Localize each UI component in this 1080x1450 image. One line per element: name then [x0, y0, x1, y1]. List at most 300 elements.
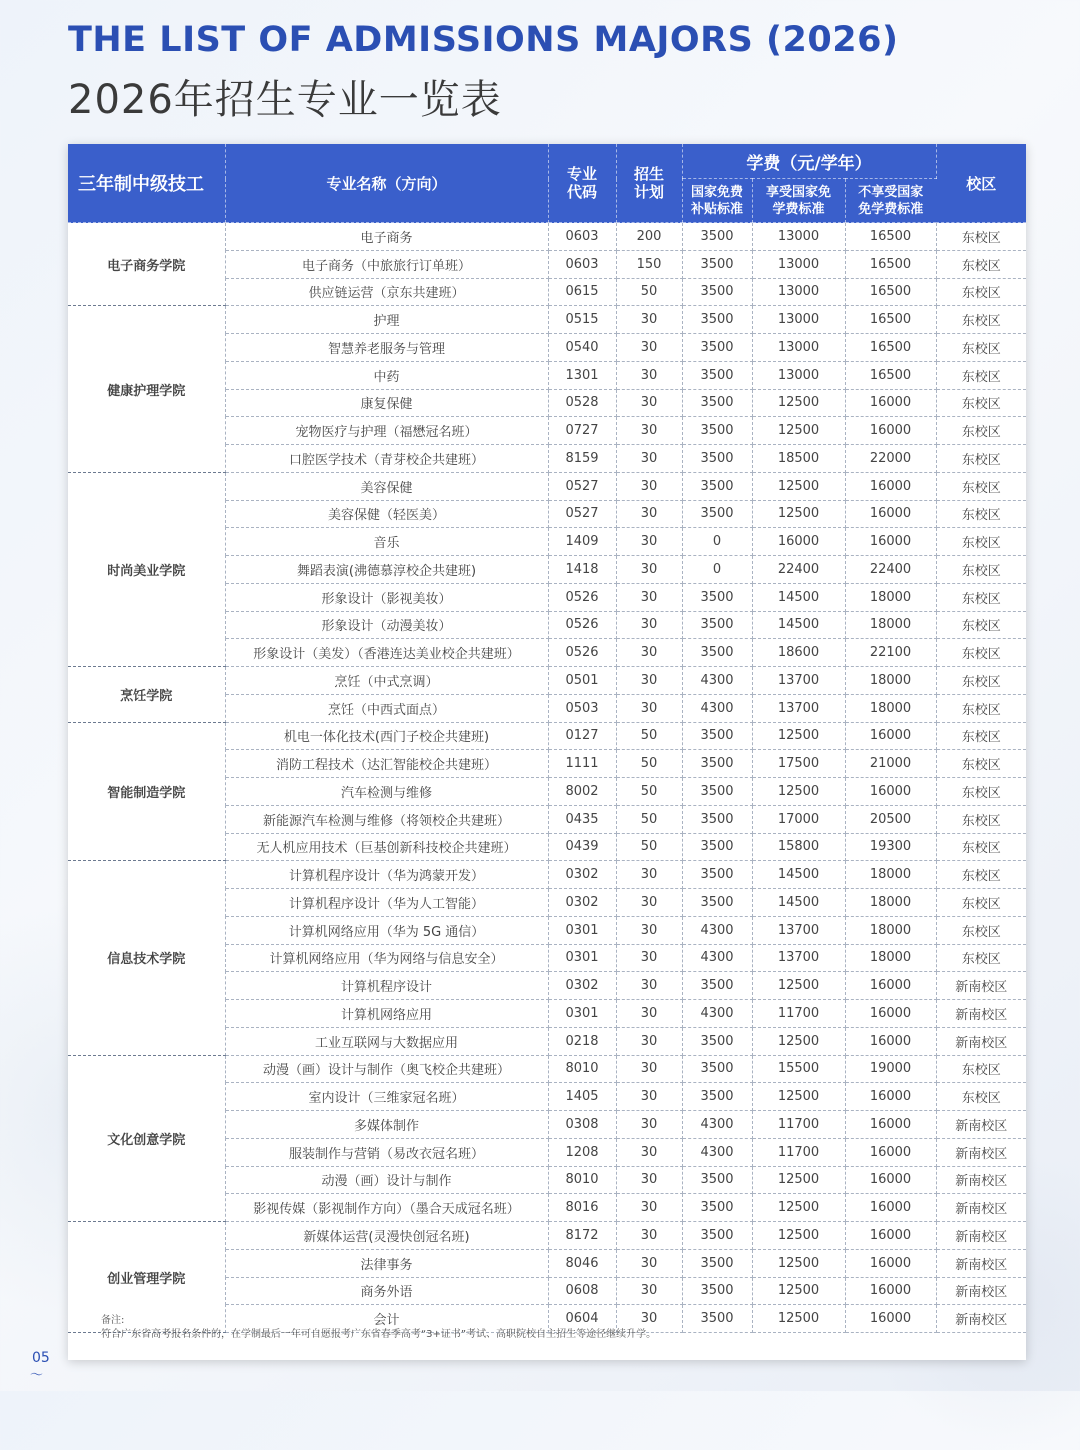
cell-major-name: 计算机程序设计 — [225, 972, 548, 1000]
header-fee-subsidy-text: 国家免费补贴标准 — [690, 184, 743, 217]
cell-enroll-plan: 30 — [616, 667, 682, 695]
cell-fee-enjoy: 13000 — [752, 223, 845, 251]
cell-fee-enjoy: 13700 — [752, 916, 845, 944]
cell-major-code: 1418 — [548, 556, 616, 584]
cell-enroll-plan: 30 — [616, 472, 682, 500]
cell-fee-no: 16000 — [845, 778, 936, 806]
cell-fee-enjoy: 13000 — [752, 334, 845, 362]
cell-fee-subsidy: 3500 — [682, 889, 752, 917]
cell-major-name: 商务外语 — [225, 1277, 548, 1305]
cell-fee-enjoy: 18500 — [752, 445, 845, 473]
cell-fee-no: 19000 — [845, 1055, 936, 1083]
cell-major-code: 8010 — [548, 1055, 616, 1083]
cell-fee-no: 16000 — [845, 389, 936, 417]
cell-major-code: 0515 — [548, 306, 616, 334]
cell-major-name: 护理 — [225, 306, 548, 334]
cell-major-name: 口腔医学技术（青芽校企共建班） — [225, 445, 548, 473]
cell-fee-no: 16000 — [845, 1166, 936, 1194]
cell-fee-enjoy: 22400 — [752, 556, 845, 584]
cell-fee-no: 18000 — [845, 583, 936, 611]
cell-enroll-plan: 30 — [616, 1111, 682, 1139]
cell-fee-subsidy: 4300 — [682, 667, 752, 695]
cell-major-name: 消防工程技术（达汇智能校企共建班） — [225, 750, 548, 778]
cell-major-code: 0608 — [548, 1277, 616, 1305]
cell-fee-subsidy: 0 — [682, 528, 752, 556]
cell-major-code: 8046 — [548, 1249, 616, 1277]
college-name: 健康护理学院 — [68, 306, 225, 473]
cell-fee-enjoy: 13700 — [752, 694, 845, 722]
cell-campus: 东校区 — [936, 611, 1026, 639]
cell-enroll-plan: 30 — [616, 1055, 682, 1083]
college-name: 创业管理学院 — [68, 1222, 225, 1333]
cell-enroll-plan: 30 — [616, 389, 682, 417]
cell-fee-no: 16000 — [845, 1305, 936, 1333]
cell-major-name: 康复保健 — [225, 389, 548, 417]
cell-major-name: 烹饪（中式烹调） — [225, 667, 548, 695]
cell-major-code: 1405 — [548, 1083, 616, 1111]
cell-major-name: 多媒体制作 — [225, 1111, 548, 1139]
cell-fee-subsidy: 3500 — [682, 833, 752, 861]
cell-fee-subsidy: 3500 — [682, 722, 752, 750]
cell-fee-no: 16000 — [845, 1222, 936, 1250]
cell-enroll-plan: 30 — [616, 556, 682, 584]
cell-fee-enjoy: 14500 — [752, 861, 845, 889]
cell-major-name: 供应链运营（京东共建班） — [225, 278, 548, 306]
cell-campus: 东校区 — [936, 889, 1026, 917]
cell-campus: 东校区 — [936, 278, 1026, 306]
header-fee-enjoy-text: 享受国家免学费标准 — [765, 184, 831, 217]
header-fee-enjoy — [752, 179, 845, 223]
cell-major-code: 0302 — [548, 972, 616, 1000]
cell-major-code: 8159 — [548, 445, 616, 473]
header-fee-subsidy — [682, 179, 752, 223]
cell-major-name: 动漫（画）设计与制作（奥飞校企共建班） — [225, 1055, 548, 1083]
table-row — [68, 472, 1026, 500]
cell-campus: 东校区 — [936, 916, 1026, 944]
cell-fee-subsidy: 3500 — [682, 1277, 752, 1305]
cell-major-name: 工业互联网与大数据应用 — [225, 1027, 548, 1055]
cell-major-name: 计算机程序设计（华为鸿蒙开发） — [225, 861, 548, 889]
cell-major-code: 0218 — [548, 1027, 616, 1055]
cell-campus: 新南校区 — [936, 1166, 1026, 1194]
cell-fee-subsidy: 3500 — [682, 861, 752, 889]
cell-campus: 东校区 — [936, 306, 1026, 334]
cell-fee-enjoy: 12500 — [752, 778, 845, 806]
cell-fee-no: 16500 — [845, 223, 936, 251]
cell-fee-no: 18000 — [845, 889, 936, 917]
cell-campus: 东校区 — [936, 556, 1026, 584]
table-row — [68, 223, 1026, 251]
cell-major-code: 1111 — [548, 750, 616, 778]
cell-major-name: 舞蹈表演(沸德慕淳校企共建班) — [225, 556, 548, 584]
cell-major-name: 无人机应用技术（巨基创新科技校企共建班） — [225, 833, 548, 861]
header-tuition: 学费（元/学年） — [682, 144, 936, 179]
cell-fee-enjoy: 12500 — [752, 1305, 845, 1333]
cell-campus: 东校区 — [936, 528, 1026, 556]
cell-fee-enjoy: 13000 — [752, 250, 845, 278]
cell-fee-no: 16000 — [845, 1138, 936, 1166]
cell-fee-enjoy: 16000 — [752, 528, 845, 556]
header-enroll-plan-text: 招生计划 — [633, 165, 664, 201]
cell-fee-subsidy: 4300 — [682, 1000, 752, 1028]
cell-campus: 东校区 — [936, 639, 1026, 667]
cell-enroll-plan: 30 — [616, 1027, 682, 1055]
cell-enroll-plan: 30 — [616, 1166, 682, 1194]
cell-fee-subsidy: 3500 — [682, 805, 752, 833]
cell-fee-subsidy: 3500 — [682, 417, 752, 445]
cell-fee-enjoy: 13700 — [752, 944, 845, 972]
cell-campus: 东校区 — [936, 250, 1026, 278]
cell-fee-enjoy: 11700 — [752, 1111, 845, 1139]
cell-fee-no: 16000 — [845, 1111, 936, 1139]
cell-major-name: 宠物医疗与护理（福懋冠名班） — [225, 417, 548, 445]
cell-fee-no: 18000 — [845, 944, 936, 972]
cell-major-code: 0526 — [548, 611, 616, 639]
cell-campus: 东校区 — [936, 445, 1026, 473]
cell-fee-subsidy: 3500 — [682, 250, 752, 278]
cell-fee-no: 16000 — [845, 1083, 936, 1111]
cell-campus: 东校区 — [936, 667, 1026, 695]
cell-fee-subsidy: 3500 — [682, 972, 752, 1000]
cell-fee-subsidy: 3500 — [682, 223, 752, 251]
cell-fee-no: 16000 — [845, 1249, 936, 1277]
cell-campus: 新南校区 — [936, 1222, 1026, 1250]
cell-major-name: 影视传媒（影视制作方向）（墨合天成冠名班） — [225, 1194, 548, 1222]
cell-campus: 东校区 — [936, 334, 1026, 362]
cell-fee-no: 16000 — [845, 1194, 936, 1222]
cell-fee-no: 22000 — [845, 445, 936, 473]
cell-fee-subsidy: 3500 — [682, 334, 752, 362]
cell-enroll-plan: 30 — [616, 306, 682, 334]
cell-fee-enjoy: 15500 — [752, 1055, 845, 1083]
cell-major-name: 电子商务 — [225, 223, 548, 251]
cell-fee-enjoy: 12500 — [752, 417, 845, 445]
cell-enroll-plan: 30 — [616, 1222, 682, 1250]
cell-major-code: 0301 — [548, 1000, 616, 1028]
notes-text: 符合广东省高考报名条件的，在学制最后一年可自愿报考广东省春季高考“3+证书”考试、高职院校自主招生等途径继续升学。 — [101, 1329, 657, 1340]
cell-fee-no: 16500 — [845, 250, 936, 278]
cell-major-code: 8172 — [548, 1222, 616, 1250]
cell-fee-no: 16000 — [845, 722, 936, 750]
college-name: 文化创意学院 — [68, 1055, 225, 1222]
cell-major-name: 美容保健（轻医美） — [225, 500, 548, 528]
cell-enroll-plan: 30 — [616, 361, 682, 389]
cell-fee-no: 18000 — [845, 694, 936, 722]
cell-campus: 东校区 — [936, 223, 1026, 251]
cell-fee-enjoy: 12500 — [752, 1222, 845, 1250]
cell-enroll-plan: 50 — [616, 833, 682, 861]
cell-fee-subsidy: 3500 — [682, 583, 752, 611]
cell-major-code: 0615 — [548, 278, 616, 306]
cell-enroll-plan: 30 — [616, 916, 682, 944]
cell-fee-enjoy: 13000 — [752, 306, 845, 334]
cell-fee-enjoy: 12500 — [752, 1249, 845, 1277]
cell-fee-subsidy: 3500 — [682, 639, 752, 667]
cell-fee-no: 18000 — [845, 916, 936, 944]
college-name: 电子商务学院 — [68, 223, 225, 306]
cell-major-name: 美容保健 — [225, 472, 548, 500]
cell-fee-no: 16500 — [845, 361, 936, 389]
header-enroll-plan — [616, 144, 682, 223]
cell-fee-subsidy: 4300 — [682, 916, 752, 944]
cell-fee-no: 16000 — [845, 1277, 936, 1305]
cell-major-name: 室内设计（三维家冠名班） — [225, 1083, 548, 1111]
cell-enroll-plan: 30 — [616, 1249, 682, 1277]
cell-fee-enjoy: 14500 — [752, 889, 845, 917]
cell-fee-no: 16500 — [845, 334, 936, 362]
cell-fee-no: 16500 — [845, 278, 936, 306]
cell-campus: 东校区 — [936, 722, 1026, 750]
cell-major-code: 8002 — [548, 778, 616, 806]
cell-major-code: 0526 — [548, 639, 616, 667]
cell-campus: 东校区 — [936, 944, 1026, 972]
cell-major-code: 0503 — [548, 694, 616, 722]
cell-fee-enjoy: 18600 — [752, 639, 845, 667]
cell-fee-no: 22400 — [845, 556, 936, 584]
cell-enroll-plan: 200 — [616, 223, 682, 251]
cell-fee-subsidy: 3500 — [682, 611, 752, 639]
cell-enroll-plan: 30 — [616, 1277, 682, 1305]
cell-fee-no: 19300 — [845, 833, 936, 861]
cell-major-code: 0501 — [548, 667, 616, 695]
cell-campus: 东校区 — [936, 778, 1026, 806]
table-row — [68, 1055, 1026, 1083]
cell-fee-enjoy: 12500 — [752, 389, 845, 417]
cell-campus: 东校区 — [936, 833, 1026, 861]
cell-campus: 东校区 — [936, 1083, 1026, 1111]
cell-major-name: 服装制作与营销（易改衣冠名班） — [225, 1138, 548, 1166]
cell-fee-enjoy: 12500 — [752, 500, 845, 528]
cell-major-code: 0603 — [548, 250, 616, 278]
cell-major-name: 汽车检测与维修 — [225, 778, 548, 806]
cell-major-name: 中药 — [225, 361, 548, 389]
cell-major-code: 8016 — [548, 1194, 616, 1222]
cell-major-name: 会计 — [225, 1305, 548, 1333]
wave-decoration: 〜 — [30, 1368, 44, 1383]
cell-fee-enjoy: 13000 — [752, 278, 845, 306]
cell-fee-no: 20500 — [845, 805, 936, 833]
cell-fee-subsidy: 3500 — [682, 1055, 752, 1083]
cell-enroll-plan: 30 — [616, 972, 682, 1000]
cell-enroll-plan: 30 — [616, 583, 682, 611]
cell-campus: 新南校区 — [936, 1249, 1026, 1277]
cell-fee-enjoy: 14500 — [752, 583, 845, 611]
cell-enroll-plan: 30 — [616, 694, 682, 722]
header-major-code-text: 专业代码 — [566, 165, 597, 201]
cell-fee-no: 22100 — [845, 639, 936, 667]
notes — [101, 1314, 656, 1342]
table-body — [68, 223, 1026, 1333]
cell-enroll-plan: 50 — [616, 805, 682, 833]
cell-major-code: 0302 — [548, 861, 616, 889]
cell-fee-subsidy: 4300 — [682, 1111, 752, 1139]
cell-major-code: 0527 — [548, 500, 616, 528]
cell-fee-subsidy: 3500 — [682, 1083, 752, 1111]
majors-table-card — [68, 144, 1026, 1360]
cell-major-code: 0727 — [548, 417, 616, 445]
cell-fee-subsidy: 3500 — [682, 1222, 752, 1250]
cell-campus: 东校区 — [936, 694, 1026, 722]
cell-fee-subsidy: 4300 — [682, 694, 752, 722]
cell-fee-subsidy: 3500 — [682, 472, 752, 500]
table-row — [68, 861, 1026, 889]
cell-major-code: 0435 — [548, 805, 616, 833]
cell-enroll-plan: 50 — [616, 722, 682, 750]
cell-fee-no: 18000 — [845, 667, 936, 695]
cell-enroll-plan: 30 — [616, 445, 682, 473]
cell-fee-no: 16000 — [845, 417, 936, 445]
cell-enroll-plan: 50 — [616, 750, 682, 778]
cell-campus: 东校区 — [936, 583, 1026, 611]
cell-fee-subsidy: 3500 — [682, 1027, 752, 1055]
cell-fee-no: 18000 — [845, 611, 936, 639]
cell-fee-enjoy: 12500 — [752, 972, 845, 1000]
cell-enroll-plan: 30 — [616, 528, 682, 556]
cell-major-code: 1208 — [548, 1138, 616, 1166]
cell-fee-enjoy: 12500 — [752, 1166, 845, 1194]
cell-fee-enjoy: 12500 — [752, 1083, 845, 1111]
cell-major-code: 0603 — [548, 223, 616, 251]
cell-major-code: 0540 — [548, 334, 616, 362]
cell-enroll-plan: 30 — [616, 417, 682, 445]
cell-campus: 东校区 — [936, 417, 1026, 445]
cell-enroll-plan: 30 — [616, 944, 682, 972]
cell-enroll-plan: 30 — [616, 889, 682, 917]
header-fee-no — [845, 179, 936, 223]
cell-major-name: 计算机程序设计（华为人工智能） — [225, 889, 548, 917]
cell-campus: 新南校区 — [936, 1027, 1026, 1055]
cell-fee-subsidy: 3500 — [682, 389, 752, 417]
cell-fee-no: 16000 — [845, 972, 936, 1000]
table-row — [68, 722, 1026, 750]
cell-enroll-plan: 30 — [616, 1083, 682, 1111]
header-fee-no-text: 不享受国家免学费标准 — [858, 184, 924, 217]
cell-enroll-plan: 30 — [616, 1305, 682, 1333]
cell-fee-subsidy: 3500 — [682, 500, 752, 528]
table-row — [68, 1222, 1026, 1250]
cell-fee-subsidy: 3500 — [682, 1249, 752, 1277]
cell-fee-subsidy: 3500 — [682, 1305, 752, 1333]
cell-major-code: 0308 — [548, 1111, 616, 1139]
cell-fee-enjoy: 17000 — [752, 805, 845, 833]
cell-fee-no: 16000 — [845, 1000, 936, 1028]
cell-fee-enjoy: 12500 — [752, 472, 845, 500]
cell-fee-no: 16000 — [845, 1027, 936, 1055]
cell-fee-enjoy: 14500 — [752, 611, 845, 639]
header-major-name: 专业名称（方向） — [225, 144, 548, 223]
page-title-english: THE LIST OF ADMISSIONS MAJORS (2026) — [68, 20, 899, 60]
cell-campus: 新南校区 — [936, 972, 1026, 1000]
cell-enroll-plan: 50 — [616, 278, 682, 306]
cell-major-code: 8010 — [548, 1166, 616, 1194]
cell-fee-enjoy: 12500 — [752, 1277, 845, 1305]
cell-fee-subsidy: 4300 — [682, 944, 752, 972]
cell-campus: 东校区 — [936, 500, 1026, 528]
cell-major-code: 0302 — [548, 889, 616, 917]
cell-major-code: 0528 — [548, 389, 616, 417]
cell-major-name: 计算机网络应用（华为 5G 通信） — [225, 916, 548, 944]
cell-major-code: 0127 — [548, 722, 616, 750]
cell-enroll-plan: 30 — [616, 611, 682, 639]
cell-major-name: 新能源汽车检测与维修（将领校企共建班） — [225, 805, 548, 833]
cell-fee-enjoy: 12500 — [752, 1027, 845, 1055]
cell-fee-enjoy: 17500 — [752, 750, 845, 778]
cell-major-code: 0301 — [548, 916, 616, 944]
cell-fee-enjoy: 11700 — [752, 1138, 845, 1166]
cell-campus: 新南校区 — [936, 1111, 1026, 1139]
cell-campus: 新南校区 — [936, 1305, 1026, 1333]
cell-fee-enjoy: 13700 — [752, 667, 845, 695]
table-header — [68, 144, 1026, 223]
header-campus: 校区 — [936, 144, 1026, 223]
cell-major-code: 1301 — [548, 361, 616, 389]
cell-enroll-plan: 30 — [616, 334, 682, 362]
cell-enroll-plan: 30 — [616, 1194, 682, 1222]
cell-fee-subsidy: 3500 — [682, 306, 752, 334]
college-name: 时尚美业学院 — [68, 472, 225, 666]
cell-fee-no: 16000 — [845, 528, 936, 556]
cell-fee-subsidy: 3500 — [682, 361, 752, 389]
cell-fee-subsidy: 3500 — [682, 445, 752, 473]
cell-enroll-plan: 30 — [616, 861, 682, 889]
cell-enroll-plan: 30 — [616, 1000, 682, 1028]
majors-table — [68, 144, 1026, 1333]
table-row — [68, 306, 1026, 334]
cell-major-name: 形象设计（影视美妆） — [225, 583, 548, 611]
cell-major-name: 法律事务 — [225, 1249, 548, 1277]
cell-major-code: 0301 — [548, 944, 616, 972]
cell-enroll-plan: 30 — [616, 639, 682, 667]
cell-major-name: 计算机网络应用 — [225, 1000, 548, 1028]
cell-major-code: 0604 — [548, 1305, 616, 1333]
cell-campus: 东校区 — [936, 805, 1026, 833]
cell-major-name: 智慧养老服务与管理 — [225, 334, 548, 362]
cell-campus: 东校区 — [936, 1055, 1026, 1083]
cell-fee-no: 18000 — [845, 861, 936, 889]
college-name: 烹饪学院 — [68, 667, 225, 723]
cell-campus: 新南校区 — [936, 1194, 1026, 1222]
cell-fee-subsidy: 3500 — [682, 278, 752, 306]
cell-major-code: 0526 — [548, 583, 616, 611]
cell-campus: 东校区 — [936, 361, 1026, 389]
page-title-chinese: 2026年招生专业一览表 — [68, 77, 502, 123]
cell-fee-enjoy: 12500 — [752, 1194, 845, 1222]
table-row — [68, 667, 1026, 695]
notes-label: 备注: — [101, 1315, 125, 1326]
cell-major-name: 音乐 — [225, 528, 548, 556]
cell-enroll-plan: 30 — [616, 1138, 682, 1166]
college-name: 信息技术学院 — [68, 861, 225, 1055]
cell-major-code: 0439 — [548, 833, 616, 861]
cell-major-name: 机电一体化技术(西门子校企共建班) — [225, 722, 548, 750]
cell-fee-subsidy: 0 — [682, 556, 752, 584]
cell-major-code: 1409 — [548, 528, 616, 556]
cell-major-name: 计算机网络应用（华为网络与信息安全） — [225, 944, 548, 972]
cell-campus: 新南校区 — [936, 1138, 1026, 1166]
college-name: 智能制造学院 — [68, 722, 225, 861]
cell-enroll-plan: 150 — [616, 250, 682, 278]
cell-major-name: 动漫（画）设计与制作 — [225, 1166, 548, 1194]
page-number: 05 — [32, 1350, 50, 1366]
cell-campus: 东校区 — [936, 750, 1026, 778]
header-major-code — [548, 144, 616, 223]
cell-fee-subsidy: 3500 — [682, 778, 752, 806]
cell-major-name: 形象设计（动漫美妆） — [225, 611, 548, 639]
cell-enroll-plan: 30 — [616, 500, 682, 528]
cell-major-name: 电子商务（中旅旅行订单班） — [225, 250, 548, 278]
cell-fee-no: 21000 — [845, 750, 936, 778]
cell-enroll-plan: 50 — [616, 778, 682, 806]
